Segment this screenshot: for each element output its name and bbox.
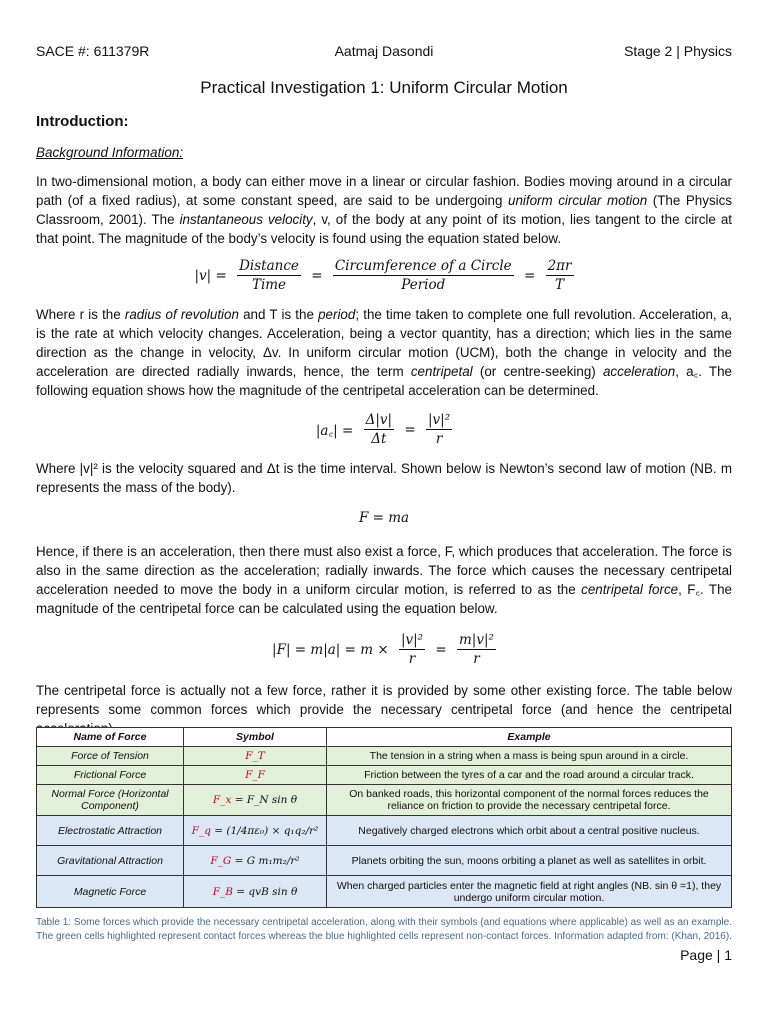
eq4-equals: = xyxy=(435,641,447,658)
eq1-fraction-1 xyxy=(237,258,301,293)
table-caption: Table 1: Some forces which provide the necessary centripetal acceleration, along with their symbols (and equations where applicable) as well as an example. The green cells highlighted represent contact forces whereas the blue highlighted cells represent non-contact forces. Information adapted from: (Khan, 2016). xyxy=(36,917,732,942)
table-row xyxy=(37,766,732,785)
header-author: Aatmaj Dasondi xyxy=(334,43,434,59)
cell-force-name: Gravitational Attraction xyxy=(37,846,184,876)
symbol-main: F_F xyxy=(245,769,265,781)
p2-term-centripetal: centripetal xyxy=(410,364,473,379)
equation-centripetal-acceleration xyxy=(0,412,768,447)
symbol-main: F_x xyxy=(212,794,232,806)
eq4-f2-den: r xyxy=(473,651,480,667)
eq1-equals-1: = xyxy=(311,267,323,284)
symbol-main: F_B xyxy=(212,885,233,898)
symbol-main: F_T xyxy=(245,750,265,762)
p2-text-4: (or centre-seeking) xyxy=(472,364,603,379)
cell-force-name: Magnetic Force xyxy=(37,876,184,908)
eq2-equals: = xyxy=(404,421,416,438)
paragraph-3: Where |v|² is the velocity squared and Δt is the time interval. Shown below is Newton’s second law of motion (NB. m represents the mass of the body). xyxy=(36,461,732,495)
col-header-symbol: Symbol xyxy=(184,728,327,747)
symbol-rest: = G m₁m₂/r² xyxy=(231,854,300,867)
p2-term-acceleration: acceleration xyxy=(602,364,676,379)
paragraph-4 xyxy=(36,542,732,618)
eq4-f2-num: m|v|² xyxy=(459,632,494,648)
eq1-f2-den: Period xyxy=(401,277,446,293)
eq1-f1-den: Time xyxy=(251,277,287,293)
eq1-f3-den: T xyxy=(555,277,565,293)
p1-text-3: , v, of the body at any point of its motion, lies tangent to the circle at that point. The magnitude of the body’s velocity is found using the equation stated below. xyxy=(36,212,732,246)
table-header-row xyxy=(37,728,732,747)
eq2-lhs: |a꜀| = xyxy=(315,422,354,439)
forces-table xyxy=(36,727,732,908)
cell-force-name: Force of Tension xyxy=(37,747,184,766)
cell-symbol xyxy=(184,846,327,876)
p1-term-velocity: instantaneous velocity xyxy=(179,212,313,227)
equation-centripetal-force xyxy=(0,632,768,667)
symbol-rest: = F_N sin θ xyxy=(231,794,298,806)
cell-symbol xyxy=(184,766,327,785)
col-header-name: Name of Force xyxy=(37,728,184,747)
p2-term-period: period xyxy=(318,307,356,322)
p2-text: Where r is the xyxy=(36,307,125,322)
eq1-f2-num: Circumference of a Circle xyxy=(334,258,512,274)
table-row xyxy=(37,876,732,908)
cell-example: On banked roads, this horizontal component of the normal forces reduces the reliance on friction to provide the necessary centripetal force. xyxy=(327,785,732,816)
paragraph-2 xyxy=(36,305,732,400)
eq2-f2-den: r xyxy=(435,431,443,447)
cell-example: When charged particles enter the magnetic field at right angles (NB. sin θ =1), they undergo uniform circular motion. xyxy=(327,876,732,908)
p2-text-3: ; the time taken to complete one full revolution. Acceleration, a, is the rate at which velocity changes. Acceleration, being a vector quantity, has a direction; which lies in the same direction as the change in velocity, Δv. In uniform circular motion (UCM), both the change in velocity and the acceleration are directed radially inwards, hence, the term xyxy=(36,307,732,379)
eq2-f1-den: Δt xyxy=(371,431,387,447)
cell-force-name: Frictional Force xyxy=(37,766,184,785)
p1-text-2: (The Physics Classroom, 2001). The xyxy=(36,193,733,227)
table-row xyxy=(37,747,732,766)
header-subject: Stage 2 | Physics xyxy=(624,43,732,59)
eq1-fraction-2 xyxy=(333,258,514,293)
p2-text-2: and T is the xyxy=(238,307,319,322)
symbol-main: F_q xyxy=(191,824,211,837)
table-row xyxy=(37,816,732,846)
col-header-example: Example xyxy=(327,728,732,747)
cell-symbol xyxy=(184,816,327,846)
cell-example: The tension in a string when a mass is being spun around in a circle. xyxy=(327,747,732,766)
eq1-lhs: |v| = xyxy=(194,267,227,284)
p4-term-centripetal-force: centripetal force xyxy=(581,582,679,597)
paragraph-1 xyxy=(36,172,732,248)
cell-symbol xyxy=(184,876,327,908)
eq1-equals-2: = xyxy=(523,267,536,284)
p4-text-2: , F꜀. The magnitude of the centripetal force can be calculated using the equation below. xyxy=(36,582,733,616)
p2-term-radius: radius of revolution xyxy=(124,307,239,322)
eq2-f1-num: Δ|v| xyxy=(365,412,393,428)
eq4-fraction-2 xyxy=(457,632,496,667)
equation-newton-second-law: F = ma xyxy=(358,510,410,526)
cell-symbol xyxy=(184,747,327,766)
page-number: Page | 1 xyxy=(680,947,732,963)
p1-text: In two-dimensional motion, a body can either move in a linear or circular fashion. Bodies moving around in a circular path (of a fixed radius), at some constant speed, are said to be undergoing xyxy=(36,174,732,208)
eq4-f1-num: |v|² xyxy=(400,632,424,648)
cell-example: Friction between the tyres of a car and the road around a circular track. xyxy=(327,766,732,785)
cell-example: Planets orbiting the sun, moons orbiting a planet as well as satellites in orbit. xyxy=(327,846,732,876)
background-heading: Background Information: xyxy=(36,145,184,160)
header-sace-number: SACE #: 611379R xyxy=(36,43,150,59)
p1-term-ucm: uniform circular motion xyxy=(508,193,648,208)
eq1-f1-num: Distance xyxy=(239,258,299,274)
cell-force-name: Normal Force (Horizontal Component) xyxy=(37,785,184,816)
symbol-main: F_G xyxy=(210,854,232,867)
cell-force-name: Electrostatic Attraction xyxy=(37,816,184,846)
intro-heading: Introduction: xyxy=(36,113,129,130)
symbol-rest: = (1/4πε₀) × q₁q₂/r² xyxy=(210,824,319,837)
table-row xyxy=(37,785,732,816)
cell-symbol xyxy=(184,785,327,816)
eq2-fraction-2 xyxy=(426,412,452,447)
p4-text: Hence, if there is an acceleration, then there must also exist a force, F, which produces that acceleration. The force is also in the same direction as the acceleration; radially inwards. The force which causes the necessary centripetal acceleration needed to move the body in a uniform circular motion, is referred to as the xyxy=(36,544,732,597)
eq4-fraction-1 xyxy=(399,632,425,667)
paragraph-5: The centripetal force is actually not a few force, rather it is provided by some other existing force. The table below represents some common forces which provide the necessary centripetal force (and hence the centripetal xyxy=(36,683,732,717)
p2-text-5: , a꜀. The following equation shows how the magnitude of the centripetal acceleration can be determined. xyxy=(36,364,732,398)
eq2-fraction-1 xyxy=(364,412,394,447)
table-row xyxy=(37,846,732,876)
page-title: Practical Investigation 1: Uniform Circular Motion xyxy=(200,78,568,97)
eq1-fraction-3 xyxy=(546,258,574,293)
equation-velocity xyxy=(0,258,768,293)
eq4-lhs: |F| = m|a| = m × xyxy=(272,641,389,658)
eq2-f2-num: |v|² xyxy=(427,412,451,428)
symbol-rest: = qvB sin θ xyxy=(232,885,298,898)
eq4-f1-den: r xyxy=(408,651,416,667)
eq1-f3-num: 2πr xyxy=(547,258,572,274)
cell-example: Negatively charged electrons which orbit about a central positive nucleus. xyxy=(327,816,732,846)
